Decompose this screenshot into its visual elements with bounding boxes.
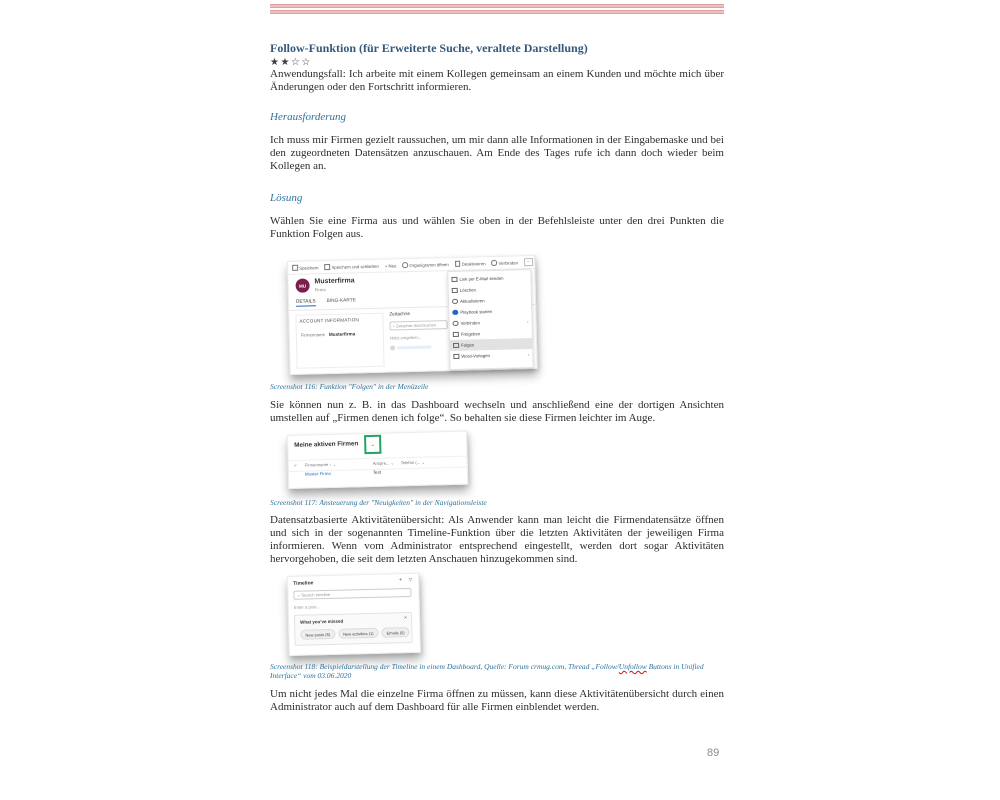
caption-118: Screenshot 118: Beispieldarstellung der Timeline in einem Dashboard, Quelle: Forum crmug.com, Thread „Follow/Unfollow Buttons in Unified Interface“ vom 03.06.2020: [270, 662, 704, 680]
page-number: 89: [707, 747, 720, 759]
post-input: Enter a post...: [293, 604, 320, 610]
paragraph-solution: Wählen Sie eine Firma aus und wählen Sie oben in der Befehlsleiste unter den drei Punkten die Funktion Folgen aus.: [270, 215, 724, 240]
playbook-icon: [452, 310, 458, 316]
column-telefon: Telefon (... ⌄: [400, 459, 425, 465]
field-label: Firmenname: [300, 332, 325, 338]
select-all-checkbox: ✓: [293, 462, 298, 468]
record-type: Firma: [314, 287, 326, 293]
tab-bing-karte: BING-KARTE: [326, 298, 356, 305]
missed-filter-pills: [300, 627, 409, 640]
header-rule-top: [270, 4, 724, 8]
account-info-heading: ACCOUNT INFORMATION: [299, 317, 360, 324]
caption-116: Screenshot 116: Funktion "Folgen" in der Menüzeile: [270, 382, 429, 391]
timeline-panel-heading: Timeline: [293, 580, 314, 587]
page-title: Follow-Funktion (für Erweiterte Suche, veraltete Darstellung): [270, 41, 588, 55]
timeline-post-input: Notiz eingeben...: [389, 334, 422, 341]
filter-icon: ▽: [408, 576, 413, 583]
tab-details: DETAILS: [295, 299, 316, 305]
add-icon: +: [398, 577, 403, 584]
subheading-solution: Lösung: [270, 192, 303, 204]
search-icon: ⌕: [392, 323, 395, 329]
chevron-right-icon: ›: [527, 352, 530, 358]
screenshot-117-image: [287, 430, 468, 488]
pill-new-activities: New activities (1): [338, 628, 379, 639]
pill-new-posts: New posts (6): [300, 629, 335, 640]
trash-icon: [452, 288, 458, 294]
view-selector-label: Meine aktiven Firmen: [294, 439, 359, 449]
column-firmenname: Firmenname ↑ ⌄: [304, 461, 337, 468]
paragraph-challenge: Ich muss mir Firmen gezielt raussuchen, um mir dann alle Informationen in der Eingabemaske und bei den zugeordneten Datensätzen anzuschauen. Am Ende des Tages rufe ich dann doch wieder beim Kollegen an.: [270, 134, 724, 172]
star-rating: ★★☆☆: [270, 57, 312, 68]
annotation-highlight-box: [364, 434, 381, 453]
connect-icon: [453, 321, 459, 327]
entry-text-bar: [397, 346, 431, 349]
menu-item-connect: Verbinden ›: [449, 316, 531, 329]
email-link-icon: [451, 277, 457, 283]
record-tabs: [296, 298, 356, 306]
menu-item-playbook: Playbook starten: [449, 305, 531, 318]
orgchart-button: Organigramm öffnen: [402, 261, 448, 268]
column-ansprechpartner: Anspre... ⌄: [372, 459, 395, 466]
word-templates-icon: [453, 354, 459, 360]
paragraph-dashboard: Sie können nun z. B. in das Dashboard wechseln und anschließend eine der dortigen Ansichten umstellen auf „Firmen denen ich folge“. So behalten sie diese Firmen leichter im Auge.: [270, 398, 724, 424]
record-avatar: MU: [295, 278, 309, 292]
record-name: Musterfirma: [314, 277, 355, 286]
deactivate-icon: [455, 261, 461, 267]
account-info-panel: [295, 313, 384, 369]
content-column: [270, 0, 724, 714]
close-icon: ×: [404, 615, 408, 622]
paragraph-usecase: Anwendungsfall: Ich arbeite mit einem Kollegen gemeinsam an einem Kunden und möchte mich über Änderungen oder den Fortschritt informieren.: [270, 68, 724, 93]
more-commands-button: ⋯: [524, 258, 534, 266]
chevron-right-icon: ›: [526, 319, 529, 325]
overflow-menu: [447, 269, 533, 370]
screenshot-118-image: [287, 573, 421, 656]
orgchart-icon: [402, 262, 408, 268]
save-close-button: Speichern und schließen: [324, 263, 378, 270]
menu-item-word-templates: Word-Vorlagen ›: [450, 349, 532, 362]
timeline-entry: [390, 344, 448, 350]
paragraph-closing: Um nicht jedes Mal die einzelne Firma öffnen zu müssen, kann diese Aktivitätenübersicht durch einen Administrator auch auf dem Dashboard für alle Firmen einblendet werden.: [270, 687, 724, 713]
pill-emails: Emails (5): [381, 627, 409, 638]
chevron-down-icon: ⌄: [370, 440, 375, 447]
new-button: + Neu: [384, 262, 397, 269]
menu-item-share: Freigeben: [450, 327, 532, 340]
timeline-search-input: ⌕ Search timeline: [293, 588, 411, 600]
screenshot-116-image: [287, 255, 538, 375]
timeline-column: [389, 311, 448, 350]
timeline-heading: Zeitachse: [389, 312, 411, 318]
spellcheck-underline: Unfollow: [618, 662, 647, 671]
menu-item-delete: Löschen: [449, 283, 531, 296]
timeline-search-input: ⌕ Zeitachse durchsuchen: [390, 320, 448, 330]
menu-item-refresh: Aktualisieren: [449, 294, 531, 307]
save-close-icon: [324, 264, 330, 270]
entry-avatar: [390, 345, 395, 350]
save-icon: [292, 265, 298, 271]
share-icon: [453, 332, 459, 338]
save-button: Speichern: [292, 264, 318, 270]
missed-panel-heading: What you've missed: [300, 618, 344, 625]
field-value: Musterfirma: [328, 331, 356, 337]
menu-item-email-link: Link per E-Mail senden: [448, 272, 530, 285]
follow-icon: [453, 343, 459, 349]
caption-117: Screenshot 117: Ansteuerung der "Neuigkeiten" in der Navigationsleiste: [270, 497, 487, 507]
missed-panel: [294, 612, 413, 646]
header-rule-bottom: [270, 10, 724, 14]
connect-icon: [492, 260, 498, 266]
connect-button: Verbinden: [492, 260, 518, 266]
search-icon: ⌕: [297, 592, 300, 598]
subheading-challenge: Herausforderung: [270, 111, 346, 123]
row-contact-value: Test: [372, 469, 382, 475]
refresh-icon: [452, 299, 458, 305]
menu-item-follow: Folgen: [450, 338, 532, 351]
deactivate-button: Deaktivieren: [455, 260, 486, 266]
row-company-link: Muster Firma: [304, 470, 331, 477]
paragraph-timeline: Datensatzbasierte Aktivitätenübersicht: Als Anwender kann man leicht die Firmendatensätze öffnen und sich in der sogenannten Timeline-Funktion über die letzten Aktivitäten der jeweiligen Firma informieren. Wenn vom Administrator entsprechend eingestellt, werden dort sogar Aktivitäten hervorgehoben, die seit dem letzten Anschauen hinzugekommen sind.: [270, 514, 724, 565]
